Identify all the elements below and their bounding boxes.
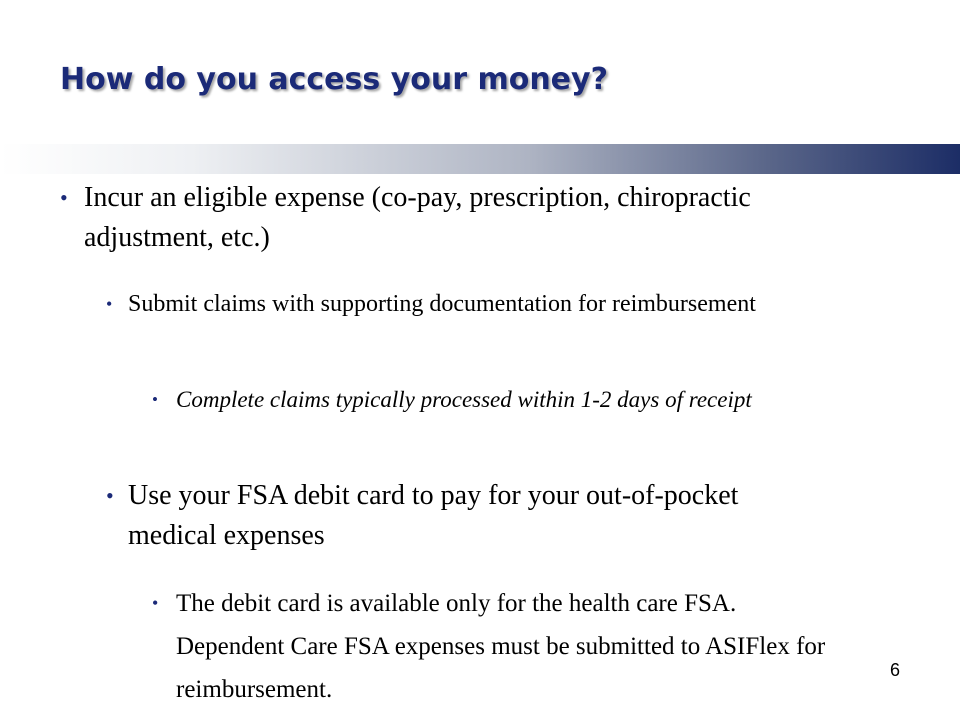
bullet-item: [106, 476, 826, 556]
bullet-marker: •: [60, 185, 68, 210]
bullet-marker: •: [152, 390, 158, 409]
bullet-item: [60, 178, 820, 258]
bullet-item: [152, 381, 852, 419]
bullet-text: Incur an eligible expense (co-pay, prescription, chiropractic adjustment, etc.): [84, 182, 751, 253]
bullet-marker: •: [106, 483, 114, 508]
bullet-text: The debit card is available only for the health care FSA. Dependent Care FSA expenses must be submitted to ASIFlex for reimbursement.: [176, 590, 826, 703]
bullet-marker: •: [106, 294, 113, 314]
bullet-text: Use your FSA debit card to pay for your out-of-pocket medical expenses: [128, 480, 739, 551]
page-number: 6: [889, 660, 900, 680]
bullet-text: Submit claims with supporting documentation for reimbursement: [128, 291, 756, 317]
slide-title: How do you access your money?: [60, 62, 608, 97]
bullet-marker: •: [152, 593, 159, 613]
bullet-text: Complete claims typically processed within 1-2 days of receipt: [176, 387, 752, 412]
bullet-item: [152, 582, 842, 711]
bullet-item: [106, 285, 846, 323]
